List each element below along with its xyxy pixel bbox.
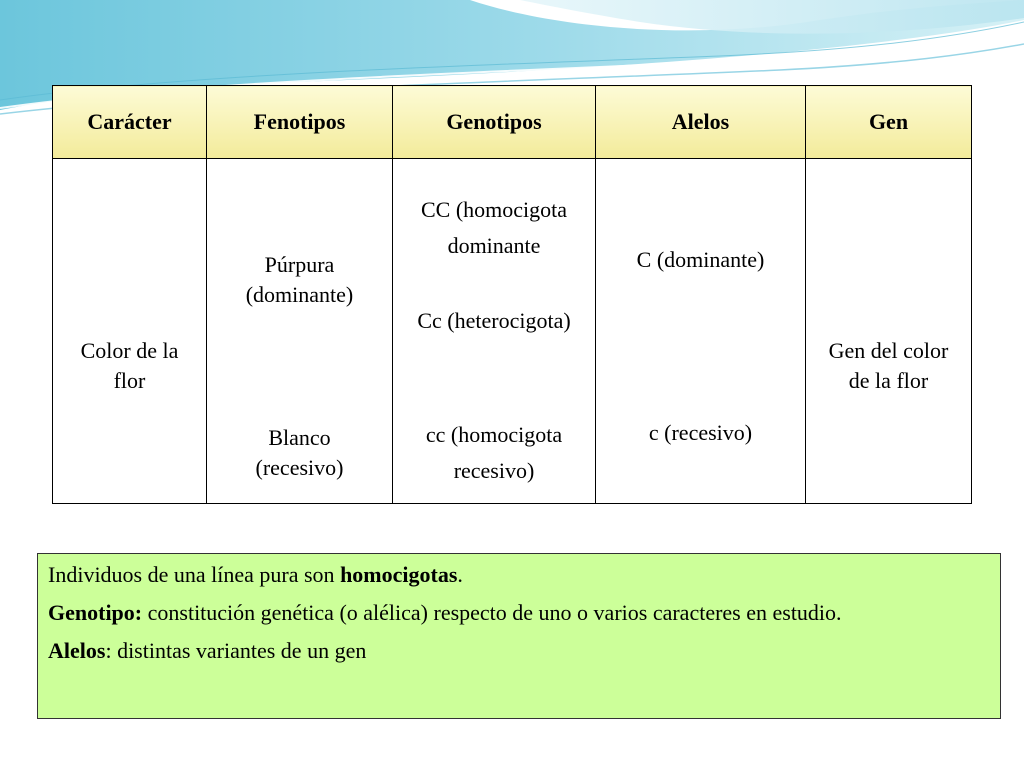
header-gen: Gen xyxy=(806,86,972,159)
note-alelos: Alelos: distintas variantes de un gen xyxy=(48,638,367,663)
caracter-value: Color de la flor xyxy=(80,338,179,393)
genotipo-homocigota-recesivo: cc (homocigota recesivo) xyxy=(425,422,563,483)
cell-alelos xyxy=(596,159,806,504)
header-fenotipos: Fenotipos xyxy=(207,86,393,159)
alelo-dominante: C (dominante) xyxy=(636,247,765,272)
note-bold-alelos: Alelos xyxy=(48,638,106,663)
fenotipo-recesivo: Blanco (recesivo) xyxy=(255,425,344,480)
cell-fenotipos xyxy=(207,159,393,504)
genotipo-homocigota-dominante: CC (homocigota dominante xyxy=(420,197,568,258)
header-alelos: Alelos xyxy=(596,86,806,159)
cell-caracter xyxy=(53,159,207,504)
note-bold-genotipo: Genotipo: xyxy=(48,600,143,625)
alelo-recesivo: c (recesivo) xyxy=(648,420,753,445)
gen-value: Gen del color de la flor xyxy=(828,338,949,393)
header-genotipos: Genotipos xyxy=(393,86,596,159)
header-caracter: Carácter xyxy=(53,86,207,159)
note-bold-homocigotas: homocigotas xyxy=(340,562,458,587)
table-row xyxy=(53,159,972,504)
genotipo-heterocigota: Cc (heterocigota) xyxy=(417,308,571,333)
cell-gen xyxy=(806,159,972,504)
note-linea-pura: Individuos de una línea pura son homocigotas. xyxy=(48,562,463,587)
fenotipo-dominante: Púrpura (dominante) xyxy=(245,252,354,307)
table-header-row xyxy=(53,86,972,159)
definitions-box xyxy=(37,553,1001,719)
note-genotipo: Genotipo: constitución genética (o alélica) respecto de uno o varios caracteres en estudio. xyxy=(48,600,842,625)
cell-genotipos xyxy=(393,159,596,504)
genetics-table xyxy=(52,85,972,504)
